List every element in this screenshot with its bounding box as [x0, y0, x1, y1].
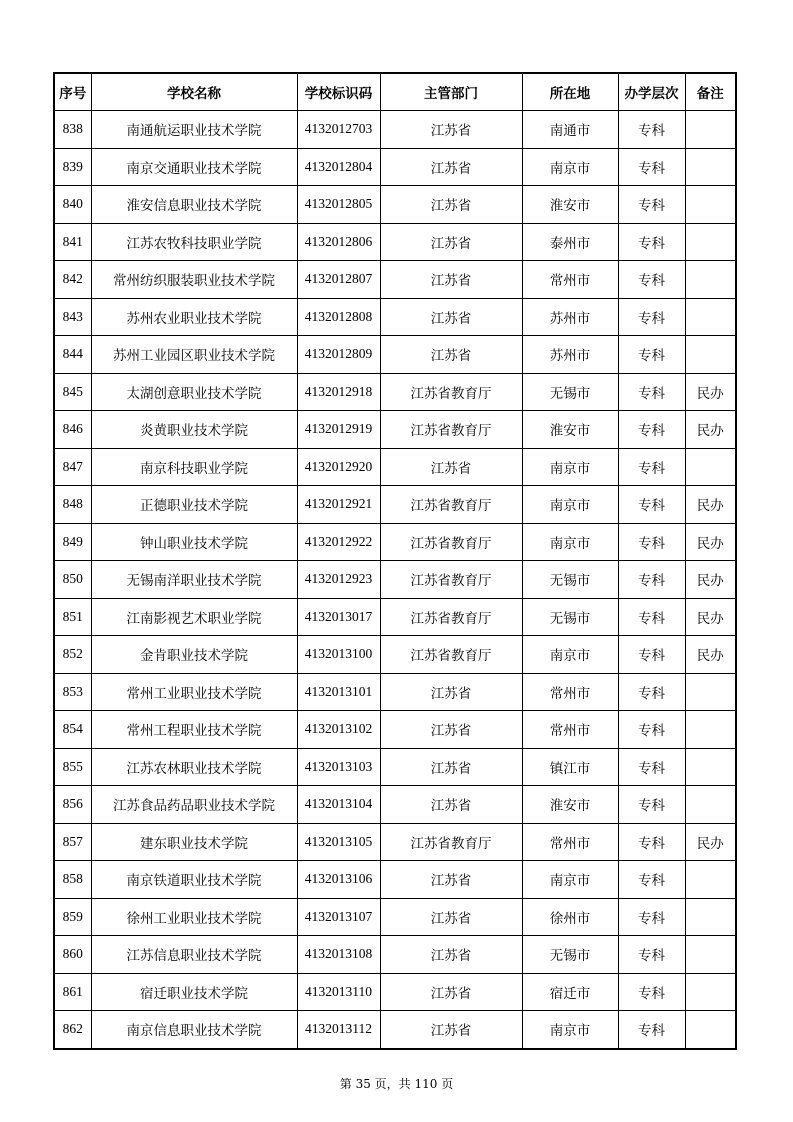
cell-school-name: 江苏食品药品职业技术学院 — [91, 786, 297, 824]
table-row — [54, 936, 736, 974]
header-remark: 备注 — [685, 73, 736, 111]
cell-location: 苏州市 — [522, 298, 618, 336]
cell-level: 专科 — [618, 261, 685, 299]
cell-school-code: 4132012805 — [297, 186, 380, 224]
cell-location: 无锡市 — [522, 936, 618, 974]
cell-school-name: 钟山职业技术学院 — [91, 523, 297, 561]
cell-location: 南京市 — [522, 1011, 618, 1049]
table-header-row — [54, 73, 736, 111]
cell-location: 宿迁市 — [522, 973, 618, 1011]
cell-index: 860 — [54, 936, 91, 974]
header-location: 所在地 — [522, 73, 618, 111]
cell-school-name: 江苏农牧科技职业学院 — [91, 223, 297, 261]
cell-level: 专科 — [618, 973, 685, 1011]
cell-school-name: 淮安信息职业技术学院 — [91, 186, 297, 224]
table-row — [54, 823, 736, 861]
cell-remark: 民办 — [685, 411, 736, 449]
cell-school-code: 4132012703 — [297, 111, 380, 149]
cell-level: 专科 — [618, 936, 685, 974]
cell-department: 江苏省 — [380, 673, 522, 711]
cell-school-code: 4132013101 — [297, 673, 380, 711]
cell-level: 专科 — [618, 636, 685, 674]
cell-school-name: 建东职业技术学院 — [91, 823, 297, 861]
cell-index: 854 — [54, 711, 91, 749]
cell-school-code: 4132012808 — [297, 298, 380, 336]
table-row — [54, 973, 736, 1011]
cell-location: 无锡市 — [522, 598, 618, 636]
table-row — [54, 561, 736, 599]
table-body — [54, 111, 736, 1049]
table-row — [54, 1011, 736, 1049]
cell-location: 无锡市 — [522, 561, 618, 599]
cell-index: 843 — [54, 298, 91, 336]
cell-location: 无锡市 — [522, 373, 618, 411]
cell-department: 江苏省 — [380, 186, 522, 224]
cell-location: 淮安市 — [522, 186, 618, 224]
cell-remark — [685, 748, 736, 786]
cell-index: 857 — [54, 823, 91, 861]
cell-school-code: 4132013110 — [297, 973, 380, 1011]
cell-location: 南京市 — [522, 861, 618, 899]
cell-school-name: 苏州工业园区职业技术学院 — [91, 336, 297, 374]
header-index: 序号 — [54, 73, 91, 111]
cell-level: 专科 — [618, 223, 685, 261]
cell-location: 南通市 — [522, 111, 618, 149]
cell-remark: 民办 — [685, 823, 736, 861]
cell-location: 常州市 — [522, 261, 618, 299]
table-row — [54, 786, 736, 824]
table-row — [54, 186, 736, 224]
cell-remark: 民办 — [685, 636, 736, 674]
header-department: 主管部门 — [380, 73, 522, 111]
cell-school-name: 宿迁职业技术学院 — [91, 973, 297, 1011]
cell-remark — [685, 186, 736, 224]
cell-index: 838 — [54, 111, 91, 149]
table-row — [54, 636, 736, 674]
table-row — [54, 373, 736, 411]
cell-department: 江苏省 — [380, 448, 522, 486]
cell-school-code: 4132012918 — [297, 373, 380, 411]
cell-index: 861 — [54, 973, 91, 1011]
cell-school-code: 4132013103 — [297, 748, 380, 786]
cell-school-name: 正德职业技术学院 — [91, 486, 297, 524]
cell-level: 专科 — [618, 1011, 685, 1049]
cell-remark — [685, 711, 736, 749]
cell-department: 江苏省 — [380, 786, 522, 824]
cell-school-code: 4132012922 — [297, 523, 380, 561]
cell-department: 江苏省教育厅 — [380, 523, 522, 561]
cell-school-name: 徐州工业职业技术学院 — [91, 898, 297, 936]
cell-remark: 民办 — [685, 561, 736, 599]
cell-index: 851 — [54, 598, 91, 636]
cell-index: 855 — [54, 748, 91, 786]
cell-remark — [685, 861, 736, 899]
cell-location: 淮安市 — [522, 786, 618, 824]
cell-location: 常州市 — [522, 711, 618, 749]
cell-location: 淮安市 — [522, 411, 618, 449]
cell-department: 江苏省 — [380, 936, 522, 974]
cell-index: 858 — [54, 861, 91, 899]
cell-school-name: 常州工程职业技术学院 — [91, 711, 297, 749]
cell-department: 江苏省 — [380, 861, 522, 899]
table-row — [54, 748, 736, 786]
cell-department: 江苏省 — [380, 1011, 522, 1049]
table-row — [54, 486, 736, 524]
cell-index: 853 — [54, 673, 91, 711]
table-row — [54, 111, 736, 149]
cell-school-name: 江南影视艺术职业学院 — [91, 598, 297, 636]
cell-school-name: 南京科技职业学院 — [91, 448, 297, 486]
cell-index: 839 — [54, 148, 91, 186]
cell-location: 苏州市 — [522, 336, 618, 374]
cell-school-code: 4132012921 — [297, 486, 380, 524]
cell-remark: 民办 — [685, 523, 736, 561]
header-level: 办学层次 — [618, 73, 685, 111]
header-school-code: 学校标识码 — [297, 73, 380, 111]
cell-index: 845 — [54, 373, 91, 411]
cell-level: 专科 — [618, 823, 685, 861]
cell-index: 850 — [54, 561, 91, 599]
cell-index: 856 — [54, 786, 91, 824]
cell-index: 862 — [54, 1011, 91, 1049]
cell-location: 常州市 — [522, 673, 618, 711]
cell-school-name: 南京信息职业技术学院 — [91, 1011, 297, 1049]
cell-school-name: 无锡南洋职业技术学院 — [91, 561, 297, 599]
cell-remark — [685, 673, 736, 711]
cell-index: 849 — [54, 523, 91, 561]
cell-department: 江苏省 — [380, 111, 522, 149]
cell-school-name: 南通航运职业技术学院 — [91, 111, 297, 149]
cell-index: 841 — [54, 223, 91, 261]
table-row — [54, 898, 736, 936]
cell-school-code: 4132012809 — [297, 336, 380, 374]
cell-school-code: 4132013104 — [297, 786, 380, 824]
table-row — [54, 523, 736, 561]
cell-department: 江苏省 — [380, 148, 522, 186]
cell-remark — [685, 448, 736, 486]
cell-level: 专科 — [618, 336, 685, 374]
cell-location: 常州市 — [522, 823, 618, 861]
cell-level: 专科 — [618, 711, 685, 749]
cell-index: 844 — [54, 336, 91, 374]
cell-school-name: 太湖创意职业技术学院 — [91, 373, 297, 411]
cell-location: 徐州市 — [522, 898, 618, 936]
cell-index: 846 — [54, 411, 91, 449]
cell-department: 江苏省教育厅 — [380, 411, 522, 449]
cell-school-code: 4132012806 — [297, 223, 380, 261]
table-row — [54, 411, 736, 449]
cell-level: 专科 — [618, 523, 685, 561]
cell-remark: 民办 — [685, 373, 736, 411]
cell-remark — [685, 1011, 736, 1049]
cell-level: 专科 — [618, 486, 685, 524]
cell-department: 江苏省 — [380, 261, 522, 299]
cell-remark — [685, 111, 736, 149]
cell-school-name: 常州工业职业技术学院 — [91, 673, 297, 711]
cell-level: 专科 — [618, 411, 685, 449]
cell-department: 江苏省教育厅 — [380, 823, 522, 861]
cell-location: 南京市 — [522, 523, 618, 561]
cell-level: 专科 — [618, 748, 685, 786]
cell-index: 847 — [54, 448, 91, 486]
cell-school-name: 苏州农业职业技术学院 — [91, 298, 297, 336]
cell-remark: 民办 — [685, 598, 736, 636]
cell-school-name: 金肯职业技术学院 — [91, 636, 297, 674]
cell-level: 专科 — [618, 373, 685, 411]
cell-department: 江苏省 — [380, 973, 522, 1011]
cell-level: 专科 — [618, 448, 685, 486]
cell-location: 泰州市 — [522, 223, 618, 261]
table-row — [54, 261, 736, 299]
cell-department: 江苏省 — [380, 898, 522, 936]
cell-school-code: 4132013105 — [297, 823, 380, 861]
cell-remark — [685, 786, 736, 824]
cell-index: 859 — [54, 898, 91, 936]
table-row — [54, 148, 736, 186]
cell-school-code: 4132012919 — [297, 411, 380, 449]
cell-department: 江苏省 — [380, 748, 522, 786]
cell-department: 江苏省教育厅 — [380, 636, 522, 674]
cell-level: 专科 — [618, 598, 685, 636]
cell-department: 江苏省教育厅 — [380, 598, 522, 636]
cell-school-code: 4132012923 — [297, 561, 380, 599]
cell-school-name: 南京铁道职业技术学院 — [91, 861, 297, 899]
cell-department: 江苏省教育厅 — [380, 561, 522, 599]
cell-school-name: 江苏信息职业技术学院 — [91, 936, 297, 974]
school-list-table — [53, 72, 737, 1050]
cell-level: 专科 — [618, 186, 685, 224]
header-school-name: 学校名称 — [91, 73, 297, 111]
cell-school-code: 4132013106 — [297, 861, 380, 899]
cell-remark — [685, 336, 736, 374]
cell-remark — [685, 148, 736, 186]
cell-remark — [685, 223, 736, 261]
table-row — [54, 861, 736, 899]
table-row — [54, 336, 736, 374]
cell-remark — [685, 898, 736, 936]
cell-school-code: 4132012920 — [297, 448, 380, 486]
cell-remark — [685, 973, 736, 1011]
cell-index: 852 — [54, 636, 91, 674]
cell-location: 南京市 — [522, 448, 618, 486]
cell-department: 江苏省教育厅 — [380, 373, 522, 411]
cell-level: 专科 — [618, 111, 685, 149]
cell-school-code: 4132012804 — [297, 148, 380, 186]
cell-remark: 民办 — [685, 486, 736, 524]
cell-school-code: 4132013100 — [297, 636, 380, 674]
cell-remark — [685, 298, 736, 336]
page-footer: 第 35 页，共 110 页 — [339, 1077, 454, 1091]
cell-level: 专科 — [618, 561, 685, 599]
cell-school-name: 江苏农林职业技术学院 — [91, 748, 297, 786]
cell-level: 专科 — [618, 298, 685, 336]
table-row — [54, 298, 736, 336]
cell-school-code: 4132013102 — [297, 711, 380, 749]
cell-level: 专科 — [618, 148, 685, 186]
table-row — [54, 223, 736, 261]
cell-school-code: 4132013112 — [297, 1011, 380, 1049]
cell-remark — [685, 936, 736, 974]
cell-school-name: 常州纺织服装职业技术学院 — [91, 261, 297, 299]
cell-school-name: 炎黄职业技术学院 — [91, 411, 297, 449]
cell-remark — [685, 261, 736, 299]
cell-department: 江苏省教育厅 — [380, 486, 522, 524]
cell-location: 南京市 — [522, 636, 618, 674]
cell-department: 江苏省 — [380, 711, 522, 749]
table-row — [54, 711, 736, 749]
cell-level: 专科 — [618, 861, 685, 899]
cell-level: 专科 — [618, 673, 685, 711]
cell-school-code: 4132013108 — [297, 936, 380, 974]
table-row — [54, 598, 736, 636]
cell-index: 842 — [54, 261, 91, 299]
cell-school-code: 4132013107 — [297, 898, 380, 936]
cell-department: 江苏省 — [380, 298, 522, 336]
cell-school-code: 4132012807 — [297, 261, 380, 299]
table-row — [54, 448, 736, 486]
cell-school-code: 4132013017 — [297, 598, 380, 636]
cell-location: 镇江市 — [522, 748, 618, 786]
cell-index: 840 — [54, 186, 91, 224]
cell-department: 江苏省 — [380, 336, 522, 374]
table-row — [54, 673, 736, 711]
cell-department: 江苏省 — [380, 223, 522, 261]
cell-level: 专科 — [618, 898, 685, 936]
cell-location: 南京市 — [522, 486, 618, 524]
cell-level: 专科 — [618, 786, 685, 824]
cell-school-name: 南京交通职业技术学院 — [91, 148, 297, 186]
cell-location: 南京市 — [522, 148, 618, 186]
cell-index: 848 — [54, 486, 91, 524]
